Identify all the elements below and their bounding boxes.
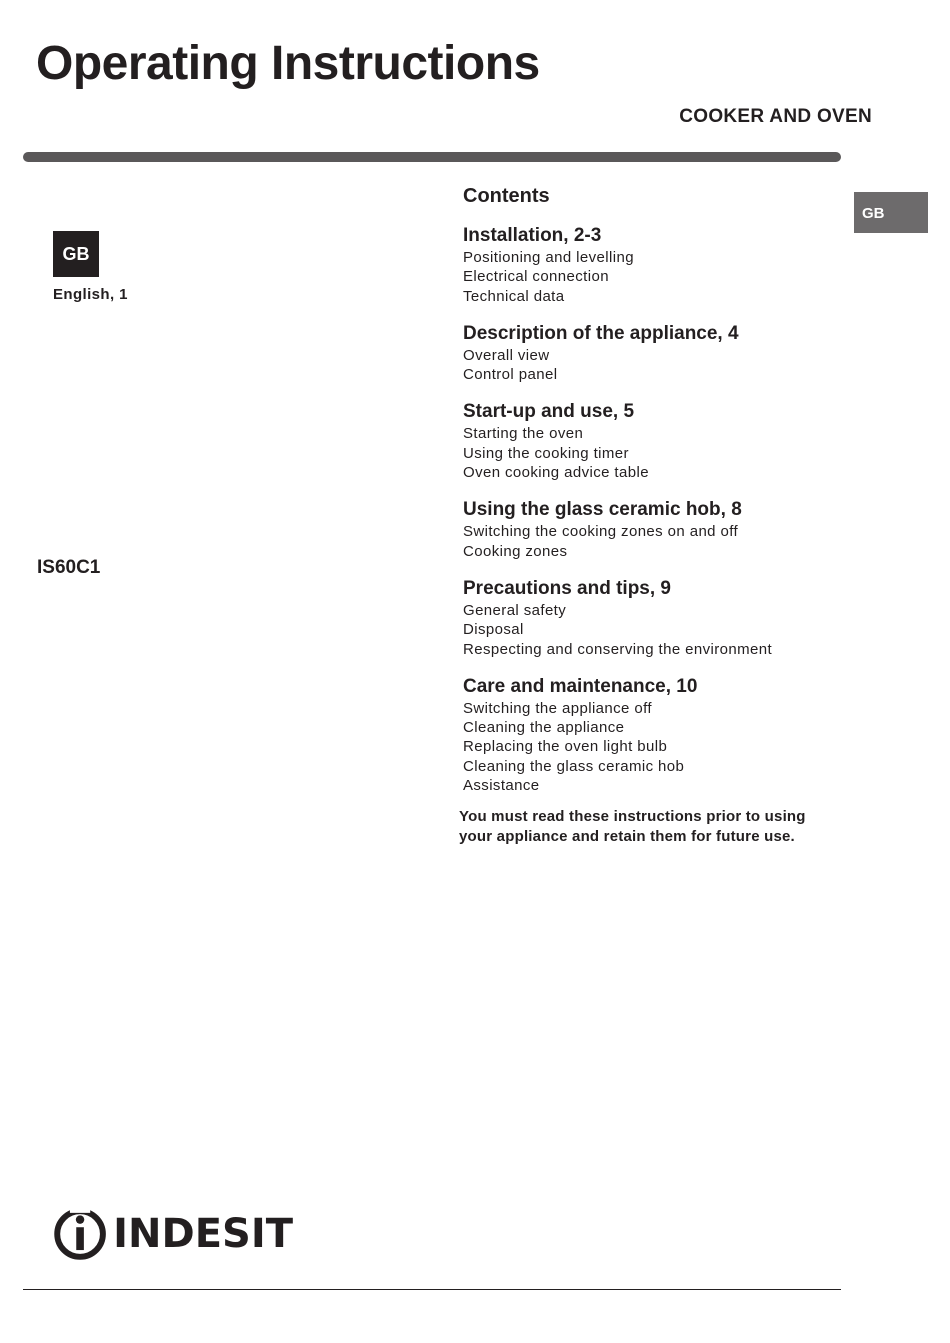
model-number: IS60C1 bbox=[37, 557, 101, 578]
language-label: English, 1 bbox=[53, 286, 128, 303]
brand-name: INDESIT bbox=[113, 1211, 293, 1257]
toc-section-title: Using the glass ceramic hob, 8 bbox=[463, 499, 742, 521]
toc-item: Overall view bbox=[463, 346, 550, 364]
toc-section bbox=[463, 498, 843, 561]
toc-item: Switching the cooking zones on and off bbox=[463, 523, 739, 541]
toc-item: Technical data bbox=[463, 287, 565, 305]
toc-section bbox=[463, 400, 843, 482]
table-of-contents bbox=[463, 184, 843, 811]
language-badge: GB bbox=[53, 231, 99, 277]
toc-section bbox=[463, 224, 843, 306]
toc-item: Cleaning the glass ceramic hob bbox=[463, 757, 685, 775]
language-side-tab: GB bbox=[854, 192, 928, 233]
toc-item: Assistance bbox=[463, 777, 540, 795]
toc-item: Using the cooking timer bbox=[463, 444, 629, 462]
toc-section-title: Installation, 2-3 bbox=[463, 225, 602, 246]
product-type: COOKER AND OVEN bbox=[679, 106, 872, 127]
brand-logo bbox=[53, 1200, 293, 1268]
toc-item: Positioning and levelling bbox=[463, 249, 634, 266]
toc-section-title: Description of the appliance, 4 bbox=[463, 322, 739, 344]
toc-item: Cleaning the appliance bbox=[463, 719, 625, 737]
toc-item: Control panel bbox=[463, 366, 558, 384]
toc-item: Electrical connection bbox=[463, 268, 609, 286]
toc-section bbox=[463, 577, 843, 659]
toc-section bbox=[463, 675, 843, 795]
header-divider bbox=[23, 152, 841, 162]
contents-heading: Contents bbox=[463, 185, 550, 207]
page-title: Operating Instructions bbox=[36, 37, 540, 90]
toc-item: Cooking zones bbox=[463, 542, 568, 560]
toc-section-title: Care and maintenance, 10 bbox=[463, 675, 698, 697]
toc-section bbox=[463, 322, 843, 385]
toc-section-title: Precautions and tips, 9 bbox=[463, 577, 671, 599]
toc-section-title: Start-up and use, 5 bbox=[463, 401, 635, 423]
toc-item: Switching the appliance off bbox=[463, 699, 652, 717]
indesit-logo-icon bbox=[53, 1202, 107, 1266]
toc-item: Disposal bbox=[463, 621, 524, 639]
toc-item: General safety bbox=[463, 601, 567, 619]
toc-item: Oven cooking advice table bbox=[463, 464, 649, 482]
toc-item: Replacing the oven light bulb bbox=[463, 738, 668, 756]
toc-item: Respecting and conserving the environment bbox=[463, 640, 773, 658]
toc-item: Starting the oven bbox=[463, 425, 584, 443]
read-instructions-notice: You must read these instructions prior to using your appliance and retain them for future use. bbox=[459, 808, 806, 845]
footer-divider bbox=[23, 1289, 841, 1290]
